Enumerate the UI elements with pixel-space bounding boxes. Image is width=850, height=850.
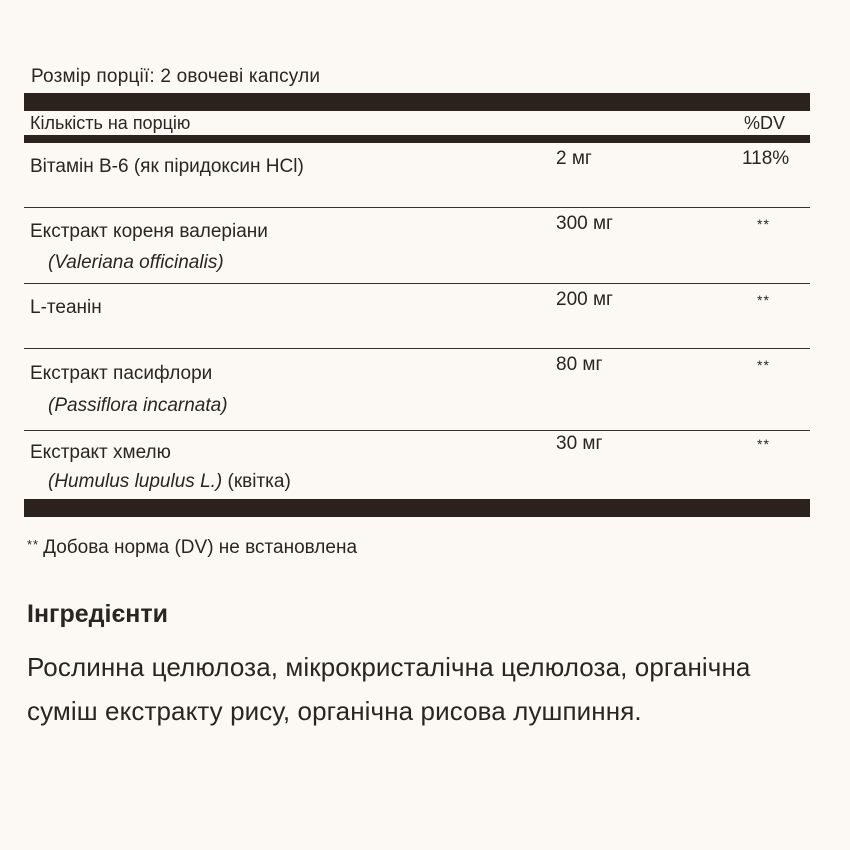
nutrient-amount: 300 мг (556, 213, 613, 234)
amount-per-serving-label: Кількість на порцію (30, 113, 191, 133)
nutrient-dv: ** (757, 436, 770, 452)
nutrient-latin-name: (Humulus lupulus L.) (квітка) (48, 471, 291, 492)
top-divider-bar (24, 93, 810, 111)
table-row (24, 208, 810, 284)
bottom-divider-bar (24, 499, 810, 517)
nutrient-name: L-теанін (30, 297, 102, 318)
ingredients-text: Рослинна целюлоза, мікрокристалічна целюлоза, органічна суміш екстракту рису, органічна рисова лушпиння. (27, 652, 751, 726)
nutrient-dv: ** (757, 216, 770, 232)
nutrient-amount: 80 мг (556, 354, 603, 375)
nutrient-name: Екстракт кореня валеріани (30, 221, 268, 242)
nutrient-latin-name: (Valeriana officinalis) (48, 252, 224, 273)
nutrient-name: Екстракт пасифлори (30, 363, 213, 384)
table-row (24, 143, 810, 208)
dv-footnote (27, 537, 357, 559)
nutrient-dv: ** (757, 357, 770, 373)
dv-column-label: %DV (744, 113, 786, 133)
table-row (24, 284, 810, 349)
table-row (24, 349, 810, 431)
ingredients-heading: Інгредієнти (27, 600, 168, 628)
nutrient-amount: 200 мг (556, 289, 613, 310)
nutrient-name: Екстракт хмелю (30, 442, 171, 463)
nutrient-dv: ** (757, 292, 770, 308)
nutrient-amount: 30 мг (556, 433, 603, 454)
table-header (24, 111, 810, 135)
nutrient-amount: 2 мг (556, 148, 592, 169)
nutrient-latin-name: (Passiflora incarnata) (48, 395, 228, 416)
footnote-marker: ** (27, 537, 40, 552)
nutrient-table (24, 143, 810, 499)
nutrient-name: Вітамін B-6 (як піридоксин HCl) (30, 156, 304, 177)
footnote-text: Добова норма (DV) не встановлена (43, 537, 358, 558)
header-divider-bar (24, 135, 810, 143)
serving-size: Розмір порції: 2 овочеві капсули (31, 66, 321, 87)
nutrient-dv: 118% (742, 148, 790, 169)
table-row (24, 431, 810, 499)
